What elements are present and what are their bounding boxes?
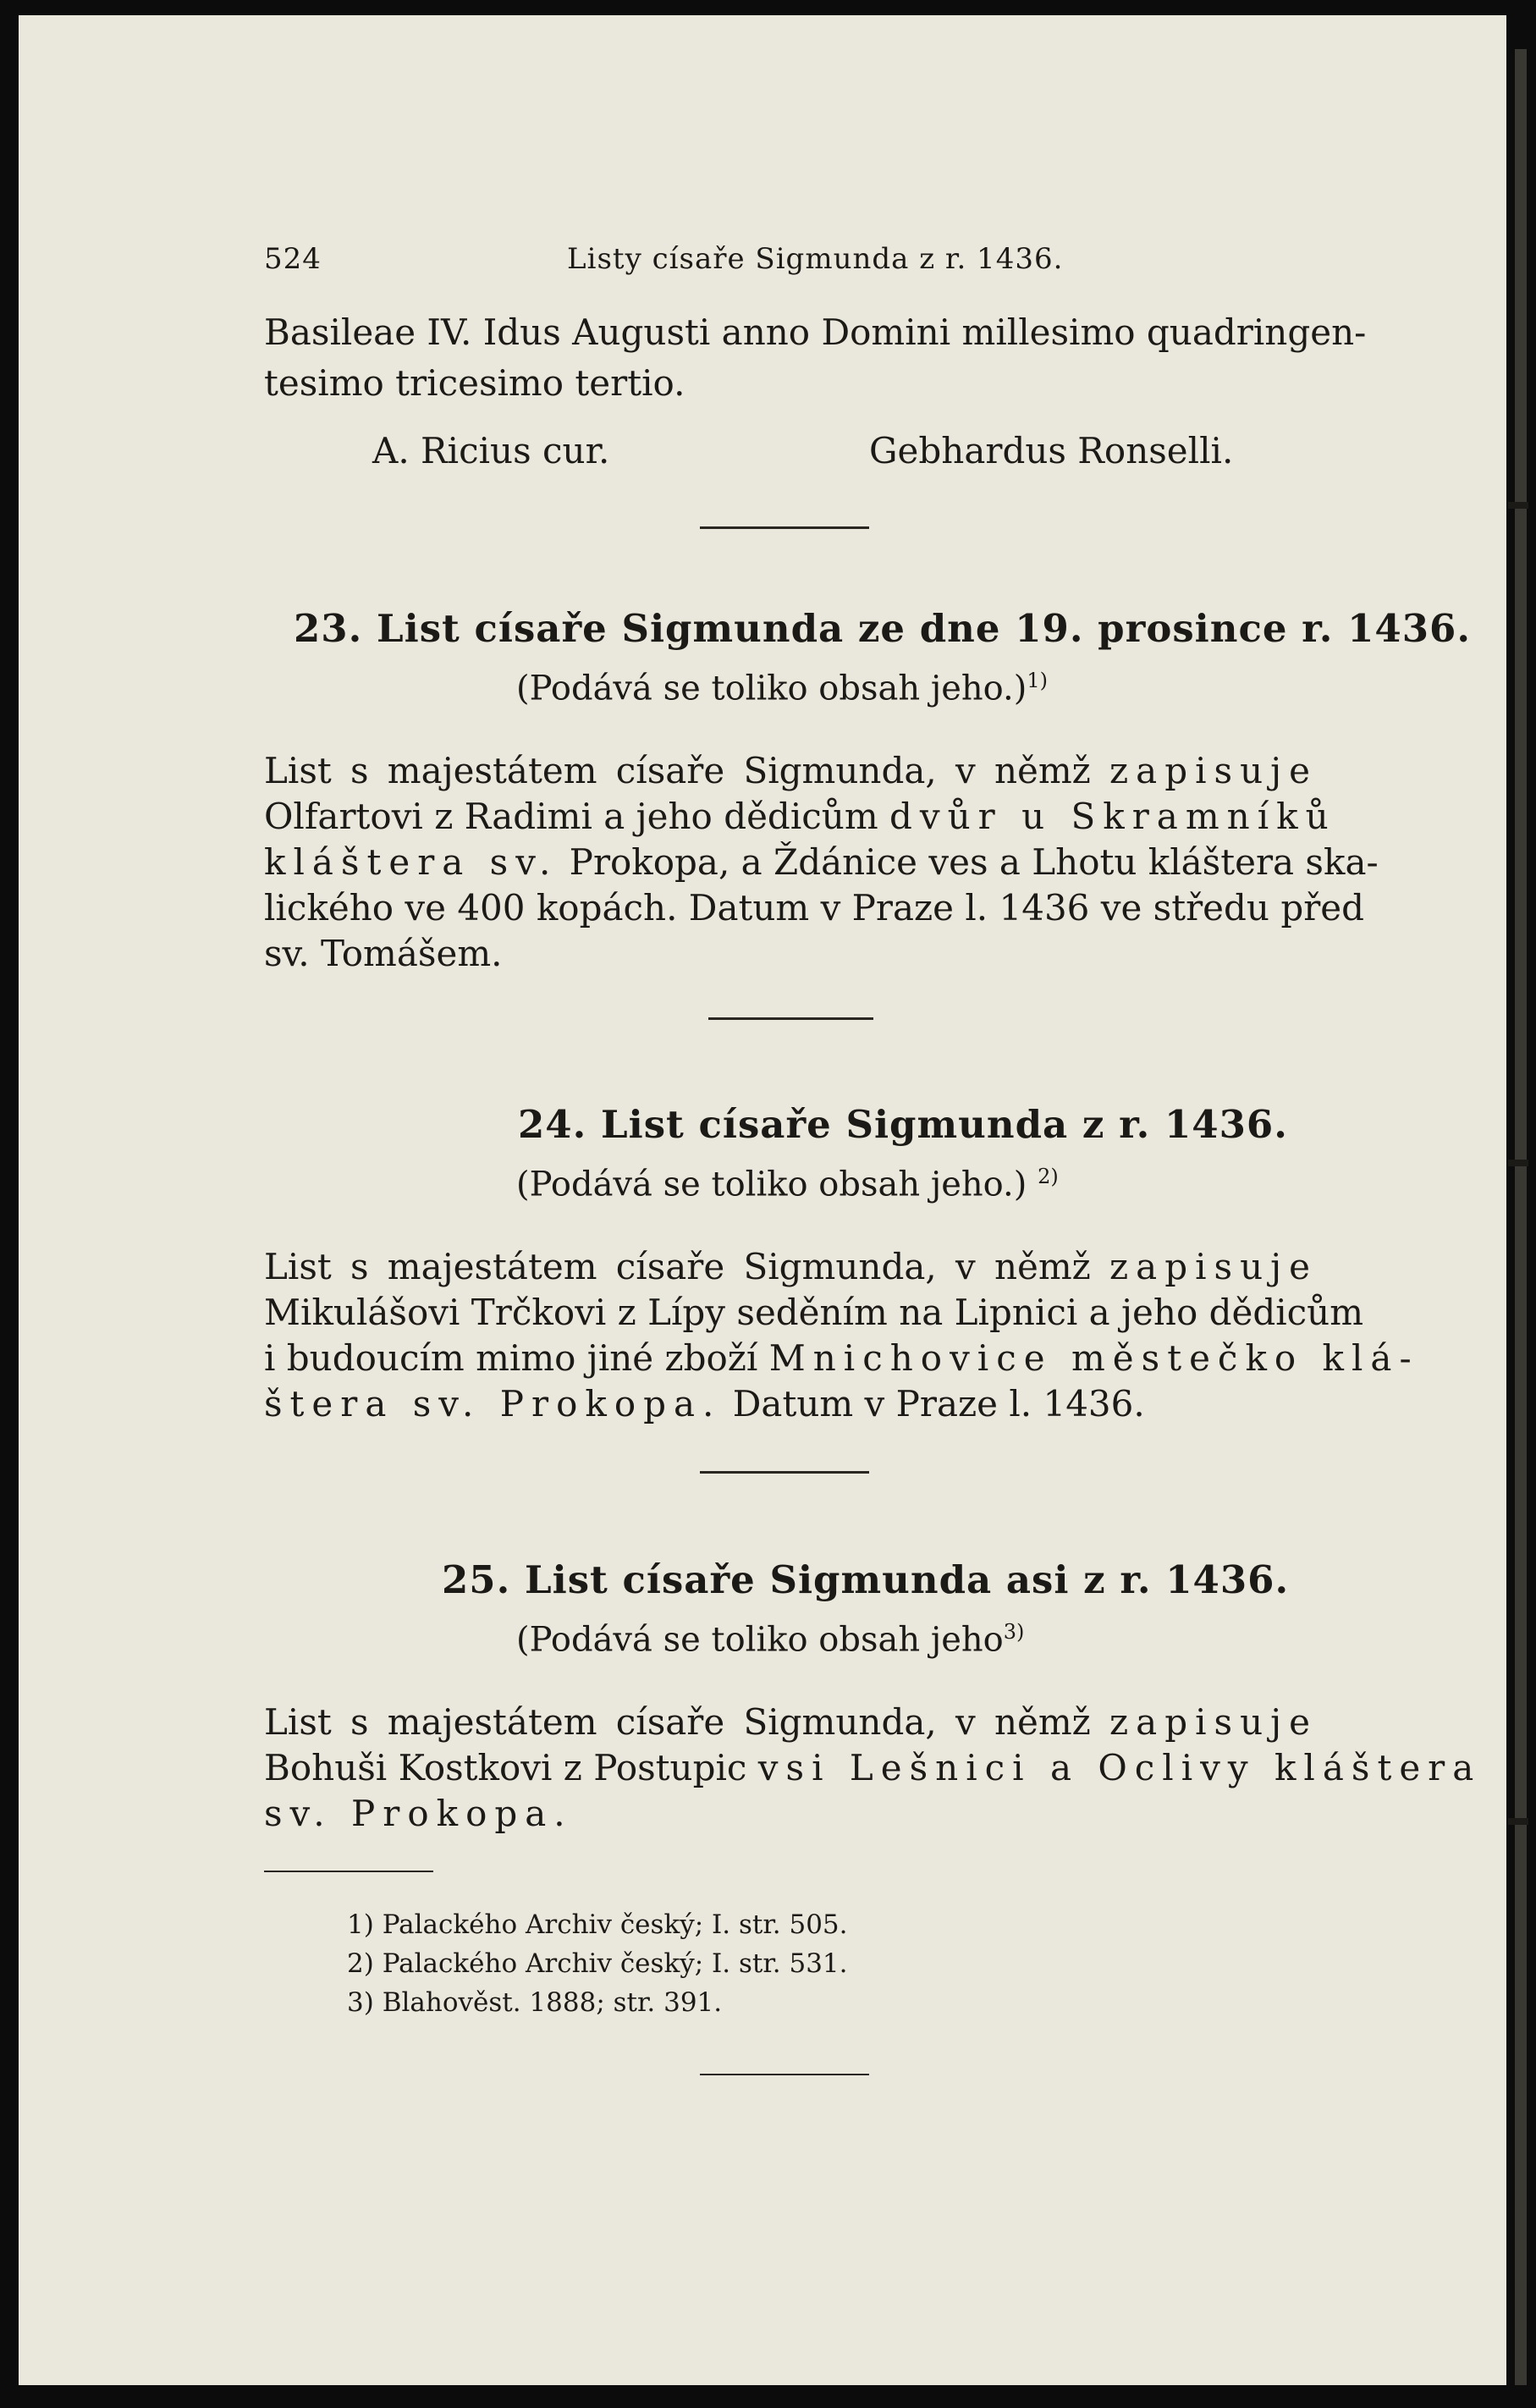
letter-24-line-4: štera sv. Prokopa. Datum v Praze l. 1436. (264, 1383, 1145, 1424)
letter-25-title: 25. List císaře Sigmunda asi z r. 1436. (442, 1557, 1290, 1602)
closing-line-1: Basileae IV. Idus Augusti anno Domini millesimo quadringen- (264, 311, 1367, 353)
letter-23-line-1: List s majestátem císaře Sigmunda, v němž zapisuje (264, 750, 1318, 791)
page-number: 524 (264, 242, 322, 276)
letter-23-line-3: kláštera sv. Prokopa, a Ždánice ves a Lhotu kláštera ska- (264, 841, 1379, 883)
end-rule (700, 2074, 869, 2075)
letter-23-line-5: sv. Tomášem. (264, 933, 503, 974)
letter-25-subtitle: (Podává se toliko obsah jeho$^{3)}$ (516, 1620, 1025, 1660)
letter-24-subtitle: (Podává se toliko obsah jeho.) $^{2)}$ (516, 1165, 1059, 1204)
footnote-1: 1) Palackého Archiv český; I. str. 505. (347, 1909, 848, 1940)
section-divider (700, 526, 869, 529)
letter-24-line-1: List s majestátem císaře Sigmunda, v němž zapisuje (264, 1246, 1318, 1287)
footnote-mark: 1) (347, 1909, 374, 1940)
footnote-ref-1: 1) (1027, 669, 1048, 692)
footnote-mark: 3) (347, 1987, 374, 2018)
footnote-ref-2: 2) (1038, 1165, 1059, 1188)
book-page (19, 15, 1506, 2385)
letter-25-line-2: Bohuši Kostkovi z Postupic vsi Lešnici a Oclivy kláštera (264, 1747, 1482, 1788)
footnote-separator (264, 1871, 433, 1872)
letter-23-line-4: lického ve 400 kopách. Datum v Praze l. 1436 ve středu před (264, 887, 1365, 928)
letter-25-line-3: sv. Prokopa. (264, 1793, 573, 1834)
letter-23-line-2: Olfartovi z Radimi a jeho dědicům dvůr u Skramníků (264, 796, 1336, 837)
letter-25-line-1: List s majestátem císaře Sigmunda, v němž zapisuje (264, 1701, 1318, 1743)
letter-24-title: 24. List císaře Sigmunda z r. 1436. (518, 1102, 1288, 1147)
letter-24-line-3: i budoucím mimo jiné zboží Mnichovice městečko klá- (264, 1337, 1419, 1379)
section-divider (700, 1471, 869, 1474)
footnote-ref-3: 3) (1003, 1620, 1025, 1644)
page-edge (1515, 49, 1527, 2385)
signature-left: A. Ricius cur. (372, 430, 610, 471)
footnote-mark: 2) (347, 1948, 374, 1979)
letter-23-title: 23. List císaře Sigmunda ze dne 19. prosince r. 1436. (294, 606, 1472, 651)
binding-mark (1508, 1160, 1528, 1166)
signature-right: Gebhardus Ronselli. (869, 430, 1234, 471)
binding-mark (1508, 502, 1528, 509)
running-title: Listy císaře Sigmunda z r. 1436. (567, 242, 1064, 276)
section-divider (708, 1017, 873, 1020)
footnote-2: 2) Palackého Archiv český; I. str. 531. (347, 1948, 848, 1979)
letter-23-subtitle: (Podává se toliko obsah jeho.)$^{1)}$ (516, 669, 1048, 708)
closing-line-2: tesimo tricesimo tertio. (264, 362, 685, 404)
footnote-3: 3) Blahověst. 1888; str. 391. (347, 1987, 723, 2018)
letter-24-line-2: Mikulášovi Trčkovi z Lípy seděním na Lipnici a jeho dědicům (264, 1292, 1364, 1333)
binding-mark (1508, 1818, 1528, 1825)
